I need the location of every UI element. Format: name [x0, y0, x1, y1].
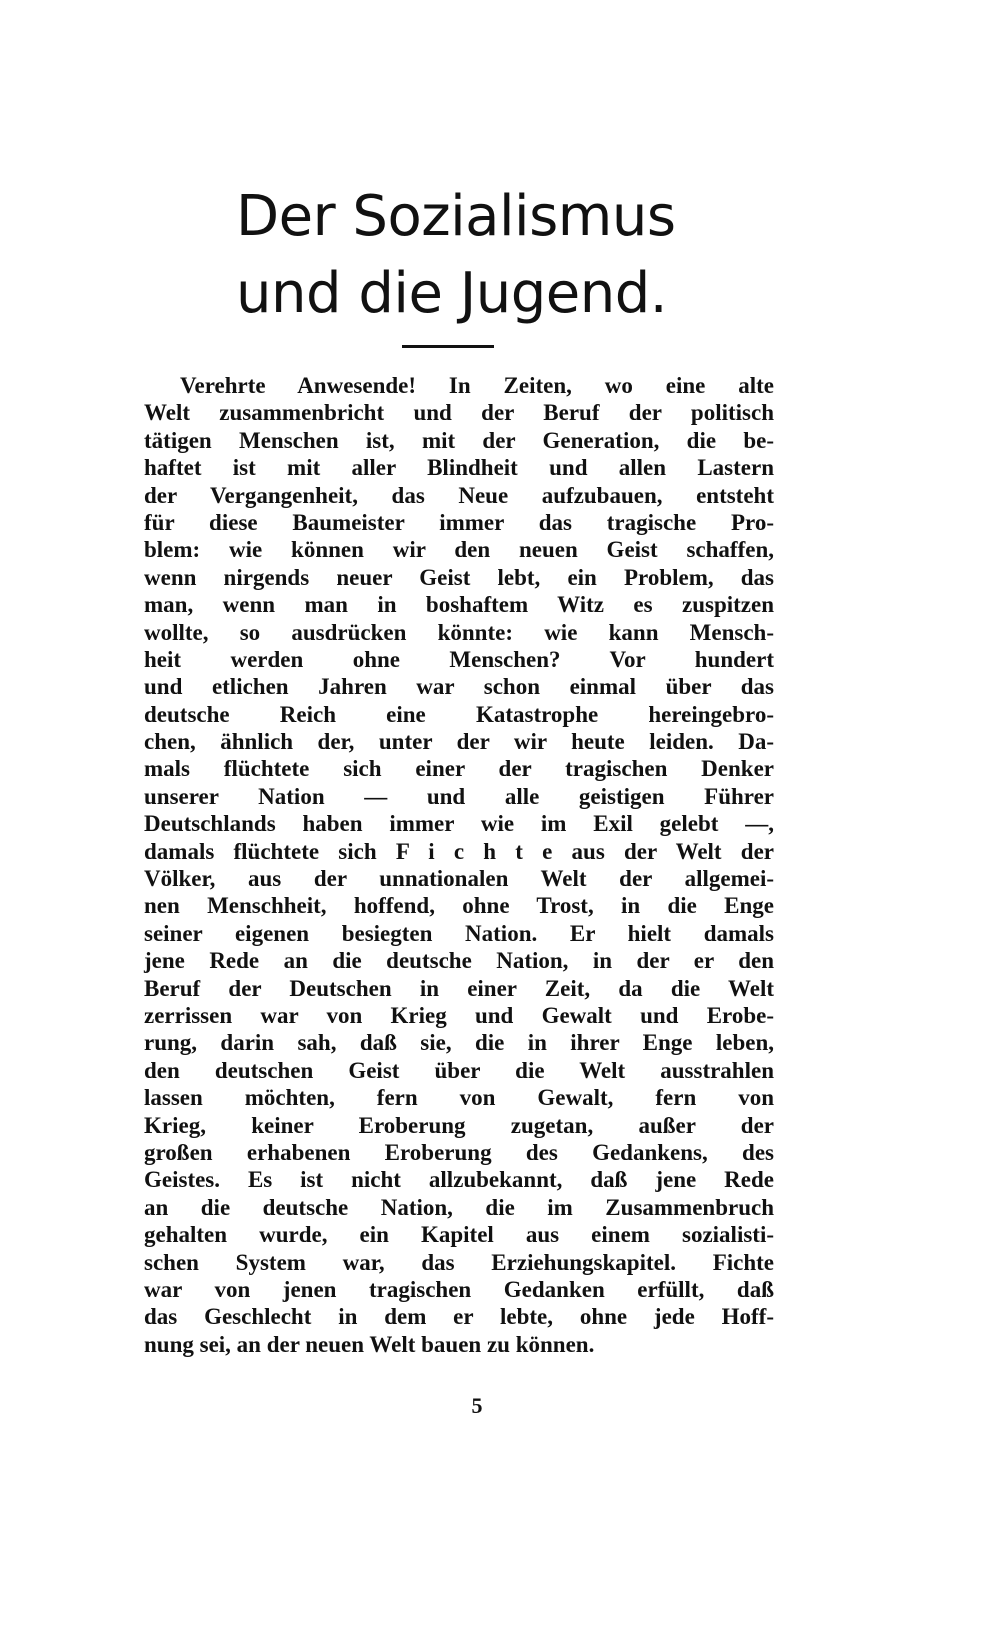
page-title: [236, 178, 756, 332]
text-line: Deutschlands haben immer wie im Exil gelebt —,: [144, 811, 774, 837]
page-number: 5: [471, 1393, 483, 1418]
text-line: den deutschen Geist über die Welt ausstrahlen: [144, 1057, 774, 1083]
title-line-2: und die Jugend.: [236, 261, 668, 326]
text-line: Völker, aus der unnationalen Welt der allgemei-: [144, 866, 774, 892]
text-line: lassen möchten, fern von Gewalt, fern von: [144, 1085, 774, 1111]
text-line: an die deutsche Nation, die im Zusammenbruch: [144, 1194, 774, 1220]
title-divider: [402, 345, 494, 348]
text-line: und etlichen Jahren war schon einmal über das: [144, 674, 774, 700]
text-line: Krieg, keiner Eroberung zugetan, außer der: [144, 1112, 774, 1138]
text-line: tätigen Menschen ist, mit der Generation, die be-: [144, 427, 774, 453]
text-line: Beruf der Deutschen in einer Zeit, da die Welt: [144, 975, 774, 1001]
text-line: schen System war, das Erziehungskapitel. Fichte: [144, 1249, 774, 1275]
text-line: deutsche Reich eine Katastrophe hereingebro-: [144, 701, 774, 727]
text-line: rung, darin sah, daß sie, die in ihrer Enge leben,: [144, 1030, 774, 1056]
text-line: haftet ist mit aller Blindheit und allen Lastern: [144, 455, 774, 481]
text-line: für diese Baumeister immer das tragische Pro-: [144, 509, 774, 535]
text-line: unserer Nation — und alle geistigen Führer: [144, 783, 774, 809]
text-line: nen Menschheit, hoffend, ohne Trost, in die Enge: [144, 893, 774, 919]
text-line: damals flüchtete sich F i c h t e aus der Welt der: [144, 838, 774, 864]
text-line: wollte, so ausdrücken könnte: wie kann Mensch-: [144, 619, 774, 645]
text-line: war von jenen tragischen Gedanken erfüllt, daß: [144, 1276, 774, 1302]
text-line: Geistes. Es ist nicht allzubekannt, daß jene Rede: [144, 1167, 774, 1193]
body-paragraph: [144, 372, 774, 1358]
text-line: großen erhabenen Eroberung des Gedankens, des: [144, 1139, 774, 1165]
text-line: seiner eigenen besiegten Nation. Er hielt damals: [144, 920, 774, 946]
text-line: man, wenn man in boshaftem Witz es zuspitzen: [144, 592, 774, 618]
text-line: heit werden ohne Menschen? Vor hundert: [144, 646, 774, 672]
text-line: zerrissen war von Krieg und Gewalt und Erobe-: [144, 1002, 774, 1028]
text-line: gehalten wurde, ein Kapitel aus einem sozialisti-: [144, 1222, 774, 1248]
title-line-1: Der Sozialismus: [236, 184, 676, 249]
text-line: Verehrte Anwesende! In Zeiten, wo eine alte: [180, 373, 774, 398]
text-line: wenn nirgends neuer Geist lebt, ein Problem, das: [144, 564, 774, 590]
text-line: Welt zusammenbricht und der Beruf der politisch: [144, 400, 774, 426]
text-line: blem: wie können wir den neuen Geist schaffen,: [144, 537, 774, 563]
text-line: jene Rede an die deutsche Nation, in der er den: [144, 948, 774, 974]
text-line: mals flüchtete sich einer der tragischen Denker: [144, 756, 774, 782]
text-line: der Vergangenheit, das Neue aufzubauen, entsteht: [144, 482, 774, 508]
text-line: das Geschlecht in dem er lebte, ohne jede Hoff-: [144, 1304, 774, 1330]
text-line: chen, ähnlich der, unter der wir heute leiden. Da-: [144, 729, 774, 755]
text-line: nung sei, an der neuen Welt bauen zu können.: [144, 1331, 595, 1357]
